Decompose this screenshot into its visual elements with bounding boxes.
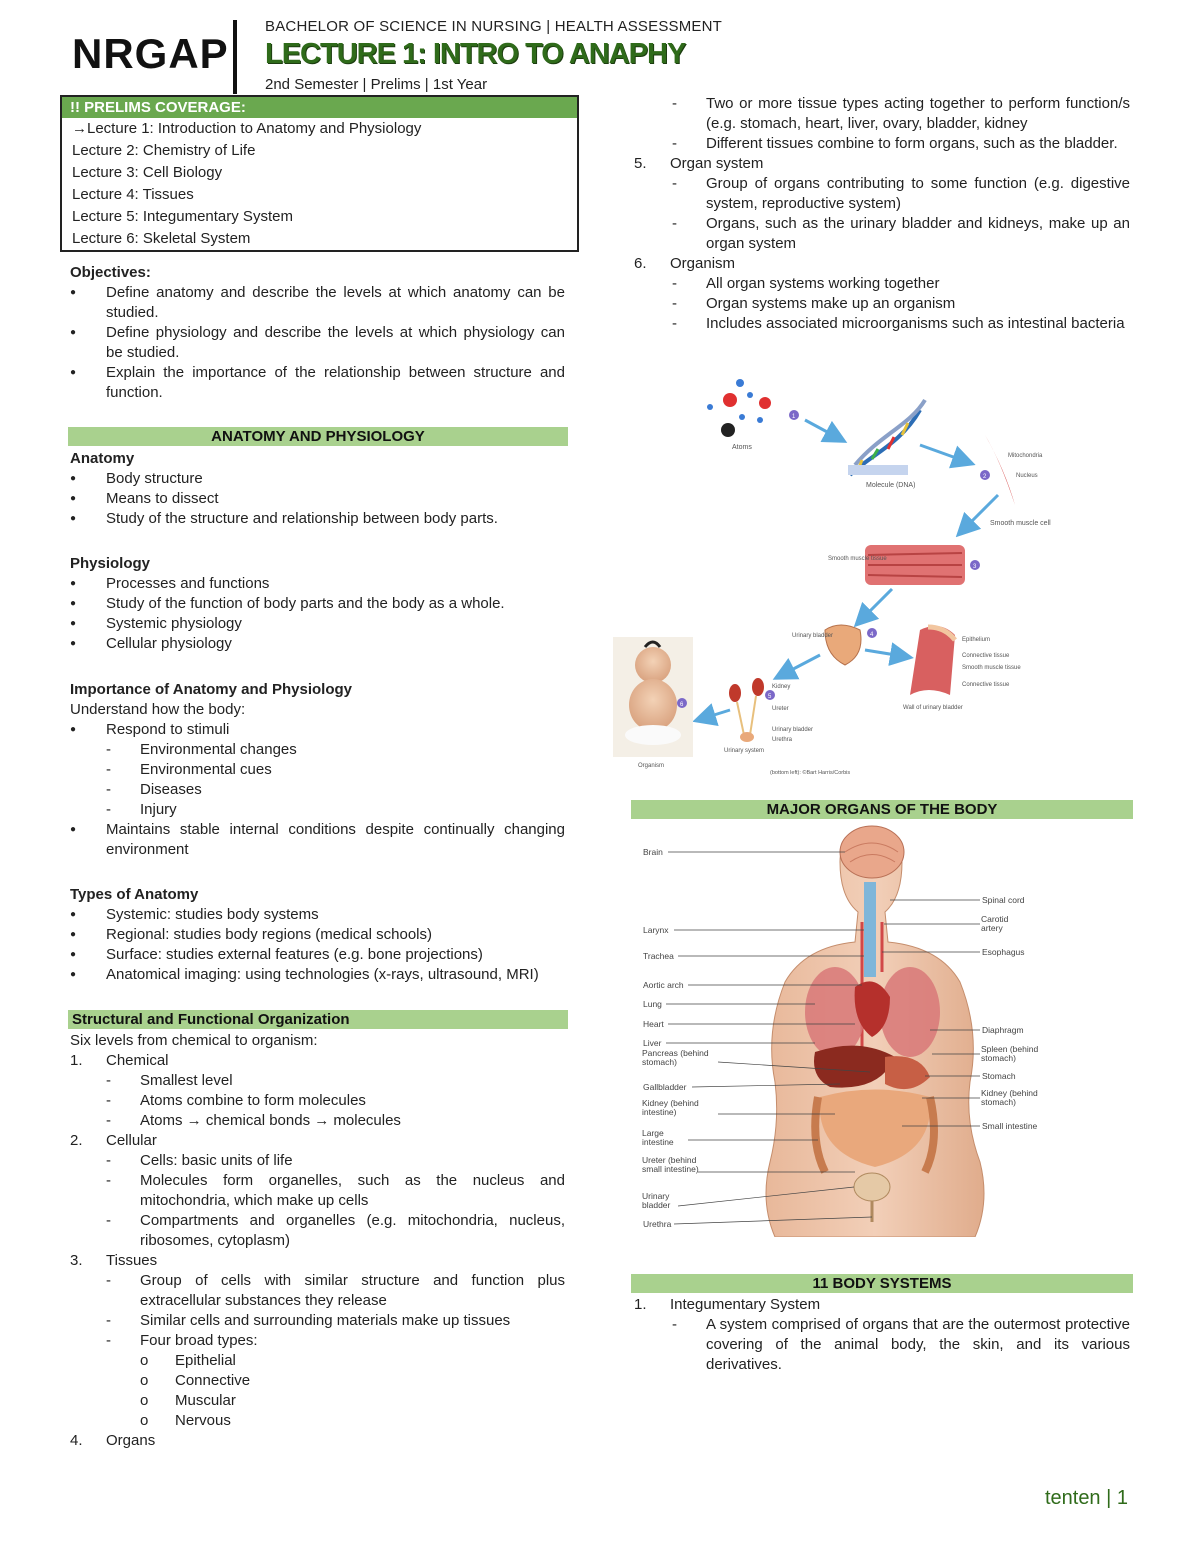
step-number: 6 xyxy=(680,702,684,708)
organ-label: Esophagus xyxy=(982,947,1025,957)
level-label: Chemical xyxy=(106,1052,169,1069)
anatomy-heading: Anatomy xyxy=(70,450,135,467)
types-item: ● Systemic: studies body systems xyxy=(70,905,565,925)
bladder-wall-icon xyxy=(910,626,955,695)
physiology-item: ● Study of the function of body parts and the body as a whole. xyxy=(70,594,565,614)
level-subitem: - Atoms combine to form molecules xyxy=(70,1091,565,1111)
level-label: Tissues xyxy=(106,1252,158,1269)
types-item: ● Surface: studies external features (e.g. bone projections) xyxy=(70,945,565,965)
respond-subitem: - Diseases xyxy=(70,780,565,800)
figure-label: Mitochondria xyxy=(1008,453,1043,459)
figure-label: Wall of urinary bladder xyxy=(903,705,963,711)
types-section xyxy=(70,884,565,985)
level-subitem: - Four broad types: xyxy=(70,1331,565,1351)
organ-label: Aortic arch xyxy=(643,980,684,990)
step-number: 3 xyxy=(973,564,977,570)
level-subitem: - Different tissues combine to form organs, such as the bladder. xyxy=(630,134,1130,154)
organ-label: Lung xyxy=(643,999,662,1009)
body-system-item xyxy=(630,1295,1130,1315)
level-subitem: - Atoms → chemical bonds → molecules xyxy=(70,1111,565,1131)
organ-label: Large intestine xyxy=(642,1129,674,1147)
organ-label: Larynx xyxy=(643,925,669,935)
coverage-box xyxy=(60,95,579,252)
organization-levels xyxy=(70,1031,565,1451)
level-subitem: - Organs, such as the urinary bladder and kidneys, make up an organ system xyxy=(630,214,1130,254)
body-systems-list xyxy=(630,1295,1130,1375)
objectives-section xyxy=(70,262,565,403)
figure-label: Ureter xyxy=(772,706,789,712)
human-torso-icon xyxy=(766,826,984,1237)
objective-item: ● Explain the importance of the relationship between structure and function. xyxy=(70,363,565,403)
lung-icon xyxy=(880,967,940,1057)
organ-label: Brain xyxy=(643,847,663,857)
tissue-type: o Epithelial xyxy=(70,1351,565,1371)
figure-label: Urethra xyxy=(772,737,793,743)
major-organs-figure xyxy=(640,822,1130,1237)
figure-label: Molecule (DNA) xyxy=(866,482,916,489)
importance-heading: Importance of Anatomy and Physiology xyxy=(70,681,352,698)
organ-label: Pancreas (behind stomach) xyxy=(642,1049,709,1067)
organ-label: Urinary bladder xyxy=(642,1192,671,1210)
coverage-item: Lecture 2: Chemistry of Life xyxy=(72,142,256,159)
tissue-type: o Connective xyxy=(70,1371,565,1391)
objective-item: ● Define anatomy and describe the levels at which anatomy can be studied. xyxy=(70,283,565,323)
body-system-number: 1. xyxy=(634,1296,647,1313)
respond-subitem: - Injury xyxy=(70,800,565,820)
coverage-item: →Lecture 1: Introduction to Anatomy and Physiology xyxy=(72,120,422,137)
lung-icon xyxy=(805,967,865,1057)
step-number: 4 xyxy=(870,632,874,638)
level-number: 1. xyxy=(70,1052,83,1069)
semester-line: 2nd Semester | Prelims | 1st Year xyxy=(265,76,488,93)
figure-label: Connective tissue xyxy=(962,682,1010,688)
tissue-type: o Muscular xyxy=(70,1391,565,1411)
organization-intro: Six levels from chemical to organism: xyxy=(70,1032,318,1049)
level-item xyxy=(70,1051,565,1071)
level-subitem: - Organ systems make up an organism xyxy=(630,294,1130,314)
level-item xyxy=(630,154,1130,174)
organ-label: Spinal cord xyxy=(982,895,1025,905)
physiology-item: ● Cellular physiology xyxy=(70,634,565,654)
anatomy-item: ● Study of the structure and relationship between body parts. xyxy=(70,509,565,529)
figure-label: Nucleus xyxy=(1016,473,1038,479)
organ-label: Trachea xyxy=(643,951,674,961)
level-number: 3. xyxy=(70,1252,83,1269)
figure-label: Atoms xyxy=(732,444,752,451)
figure-credit: (bottom left): ©Bart Harris/Corbis xyxy=(770,770,851,776)
coverage-item: Lecture 6: Skeletal System xyxy=(72,230,251,247)
level-number: 4. xyxy=(70,1432,83,1449)
body-system-label: Integumentary System xyxy=(670,1296,821,1313)
physiology-item: ● Processes and functions xyxy=(70,574,565,594)
respond-item: ● Respond to stimuli xyxy=(70,720,565,740)
level-label: Organism xyxy=(670,255,736,272)
level-subitem: - Group of organs contributing to some function (e.g. digestive system, reproductive system) xyxy=(630,174,1130,214)
step-number: 1 xyxy=(792,414,796,420)
level-subitem: - Includes associated microorganisms such as intestinal bacteria xyxy=(630,314,1130,334)
types-item: ● Anatomical imaging: using technologies (x-rays, ultrasound, MRI) xyxy=(70,965,565,985)
right-organ-labels xyxy=(981,895,1061,1131)
trachea-icon xyxy=(864,882,876,977)
level-item xyxy=(630,254,1130,274)
section-bar-organization: Structural and Functional Organization xyxy=(68,1010,568,1029)
level-subitem: - All organ systems working together xyxy=(630,274,1130,294)
smooth-muscle-tissue-icon xyxy=(865,545,965,585)
organ-label: Urethra xyxy=(643,1219,672,1229)
maintains-item: ● Maintains stable internal conditions despite continually changing environment xyxy=(70,820,565,860)
anatomy-section xyxy=(70,448,565,529)
level-item xyxy=(70,1131,565,1151)
organ-label: Liver xyxy=(643,1038,662,1048)
anatomy-item: ● Body structure xyxy=(70,469,565,489)
organ-label: Spleen (behind stomach) xyxy=(981,1045,1039,1063)
physiology-item: ● Systemic physiology xyxy=(70,614,565,634)
level-subitem: - Two or more tissue types acting together to perform function/s (e.g. stomach, heart, liver, ovary, bladder, kidney xyxy=(630,94,1130,134)
figure-label: Kidney xyxy=(772,684,791,690)
figure-label: Connective tissue xyxy=(962,653,1010,659)
level-label: Organs xyxy=(106,1432,156,1449)
organ-label: Kidney (behind intestine) xyxy=(642,1099,699,1117)
smooth-muscle-cell-icon xyxy=(985,435,1015,505)
figure-label: Urinary system xyxy=(724,748,765,754)
figure-label: Epithelium xyxy=(962,637,991,643)
dna-molecule-icon xyxy=(848,400,925,475)
anatomy-item: ● Means to dissect xyxy=(70,489,565,509)
lecture-title: LECTURE 1: INTRO TO ANAPHY xyxy=(265,38,686,70)
header-divider xyxy=(233,20,237,94)
organ-label: Heart xyxy=(643,1019,664,1029)
organ-label: Diaphragm xyxy=(982,1025,1024,1035)
figure-label: Smooth muscle tissue xyxy=(962,665,1021,671)
section-bar-body-systems: 11 BODY SYSTEMS xyxy=(631,1274,1133,1293)
organ-label: Stomach xyxy=(982,1071,1016,1081)
level-subitem: - Group of cells with similar structure and function plus extracellular substances they release xyxy=(70,1271,565,1311)
organ-label: Ureter (behind small intestine) xyxy=(642,1156,699,1174)
organ-label: Kidney (behind stomach) xyxy=(981,1089,1038,1107)
coverage-item: Lecture 4: Tissues xyxy=(72,186,194,203)
page-footer: tenten | 1 xyxy=(1044,1487,1128,1509)
organization-levels-continued xyxy=(630,94,1130,334)
physiology-heading: Physiology xyxy=(70,555,151,572)
level-subitem: - Molecules form organelles, such as the nucleus and mitochondria, which make up cells xyxy=(70,1171,565,1211)
urinary-bladder-icon xyxy=(825,625,861,665)
section-bar-major-organs: MAJOR ORGANS OF THE BODY xyxy=(631,800,1133,819)
brand-logo-text: NRGAP xyxy=(72,30,229,77)
figure-label: Organism xyxy=(638,763,665,769)
program-line: BACHELOR OF SCIENCE IN NURSING | HEALTH ASSESSMENT xyxy=(265,18,723,35)
level-subitem: - Compartments and organelles (e.g. mitochondria, nucleus, ribosomes, cytoplasm) xyxy=(70,1211,565,1251)
coverage-item: Lecture 3: Cell Biology xyxy=(72,164,223,181)
step-number: 2 xyxy=(983,474,987,480)
tissue-type: o Nervous xyxy=(70,1411,565,1431)
importance-section xyxy=(70,679,565,860)
step-number: 5 xyxy=(768,694,772,700)
organ-label: Gallbladder xyxy=(643,1082,687,1092)
level-subitem: - Similar cells and surrounding materials make up tissues xyxy=(70,1311,565,1331)
figure-label: Urinary bladder xyxy=(792,633,834,639)
body-system-description: - A system comprised of organs that are the outermost protective covering of the animal body, the skin, and its various derivatives. xyxy=(630,1315,1130,1375)
level-number: 6. xyxy=(634,255,647,272)
physiology-section xyxy=(70,553,565,654)
section-bar-anaphy: ANATOMY AND PHYSIOLOGY xyxy=(68,427,568,446)
types-item: ● Regional: studies body regions (medical schools) xyxy=(70,925,565,945)
atoms-icon xyxy=(707,379,771,437)
level-number: 2. xyxy=(70,1132,83,1149)
level-item xyxy=(70,1431,565,1451)
figure-label: Smooth muscle cell xyxy=(990,520,1051,527)
importance-intro: Understand how the body: xyxy=(70,701,246,718)
level-subitem: - Cells: basic units of life xyxy=(70,1151,565,1171)
types-heading: Types of Anatomy xyxy=(70,886,199,903)
level-label: Cellular xyxy=(106,1132,157,1149)
level-subitem: - Smallest level xyxy=(70,1071,565,1091)
respond-subitem: - Environmental changes xyxy=(70,740,565,760)
organ-label: Small intestine xyxy=(982,1121,1038,1131)
organism-baby-photo xyxy=(613,637,693,757)
level-item xyxy=(70,1251,565,1271)
figure-label: Urinary bladder xyxy=(772,727,814,733)
objectives-heading: Objectives: xyxy=(70,264,151,281)
bladder-icon xyxy=(854,1173,890,1201)
left-organ-labels-multiline xyxy=(642,1049,720,1229)
level-number: 5. xyxy=(634,155,647,172)
objective-item: ● Define physiology and describe the levels at which physiology can be studied. xyxy=(70,323,565,363)
urinary-system-icon xyxy=(729,678,764,742)
coverage-title: !! PRELIMS COVERAGE: xyxy=(62,97,577,118)
coverage-item: Lecture 5: Integumentary System xyxy=(72,208,293,225)
left-organ-labels xyxy=(643,847,684,1048)
levels-of-organization-figure xyxy=(610,365,1130,785)
level-label: Organ system xyxy=(670,155,764,172)
respond-subitem: - Environmental cues xyxy=(70,760,565,780)
figure-label: Smooth muscle tissue xyxy=(828,556,887,562)
organ-label: Carotid artery xyxy=(981,915,1009,933)
